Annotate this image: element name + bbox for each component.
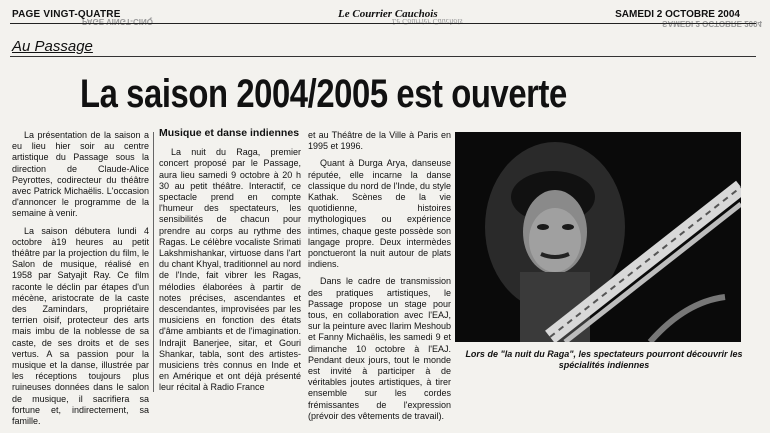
masthead-bleed-through: Le Courrier Cauchois xyxy=(392,17,463,26)
musician-photo-image xyxy=(455,132,741,342)
photo-caption: Lors de "la nuit du Raga", les spectateurs pourront découvrir les spécialités indiennes xyxy=(465,349,743,370)
column-1-paragraph: La présentation de la saison a eu lieu hier soir au centre artistique du Passage sous la direction de Claude-Alice Peyrottes, codirecteur du théâtre avec Patrick Michaëlis. L'occasion d'annoncer le programme de la semaine à venir. xyxy=(12,130,149,219)
section-subheading: Musique et danse indiennes xyxy=(159,127,300,139)
article-column-1 xyxy=(12,130,149,433)
column-3-paragraph: Dans le cadre de transmission des pratiques artistiques, le Passage propose un stage pour tous, en collaboration avec l'EAJ, sur la peinture avec Ilarim Meshoub et Fanny Michaëlis, les samedi 9 et dimanche 10 octobre à l'EAJ. Pendant deux jours, tout le monde est invité à participer à de véritables joutes artistiques, à tirer ensemble sur les cordes frémissantes de l'expression (prévoir des vêtements de travail). xyxy=(308,276,451,421)
column-2-paragraph: La nuit du Raga, premier concert proposé par le Passage, aura lieu samedi 9 octobre à 20 h 30 au petit théâtre. Interactif, ce spectacle prend en compte l'humeur des spectateurs, les sensibilités de chacun pour prendre au corps au rythme des Ragas. Le célèbre vocaliste Srimati Lakshmishankar, virtuose dans l'art du chant Khyal, traditionnel au nord de l'Inde, fait vibrer les Ragas, mélodies élaborées à partir de notes précises, ascendantes et descendantes, improvisées par les musiciens en fonction des états d'âme ambiants et de l'imagination. Indrajit Banerjee, sitar, et Gouri Shankar, tabla, sont des artistes-musiciens très connus en Inde et en Amérique et ont déjà présenté leur récital à Radio France xyxy=(159,147,301,393)
page-header xyxy=(0,0,770,28)
article-column-2 xyxy=(159,128,301,400)
article-column-3 xyxy=(308,130,451,428)
page-number-bleed-through: PAGE VINGT-CINQ xyxy=(82,17,153,26)
article-photo xyxy=(455,132,741,342)
column-3-paragraph: et au Théâtre de la Ville à Paris en 1995 et 1996. xyxy=(308,130,451,152)
page-number-label: PAGE VINGT-QUATRE xyxy=(12,9,121,20)
issue-date: SAMEDI 2 OCTOBRE 2004 xyxy=(615,9,740,20)
newspaper-masthead: Le Courrier Cauchois xyxy=(338,8,438,20)
column-divider xyxy=(153,132,154,392)
section-rubric: Au Passage xyxy=(12,38,93,55)
header-divider xyxy=(10,23,756,24)
rubric-divider xyxy=(10,56,756,57)
article-headline: La saison 2004/2005 est ouverte xyxy=(80,72,567,116)
issue-date-bleed-through: SAMEDI 2 OCTOBRE 2004 xyxy=(662,19,762,28)
column-3-paragraph: Quant à Durga Arya, danseuse réputée, elle incarne la danse classique du nord de l'Inde, du style Kathak. Scènes de la vie quotidienne, histoires mythologiques ou expérience intimes, chaque geste possède son langage propre. Deux intermèdes ponctueront la nuit autour de plats indiens. xyxy=(308,158,451,270)
column-1-paragraph: La saison débutera lundi 4 octobre à19 heures au petit théâtre par la projection du film, le Salon de musique, réalisé en 1958 par Satyajit Ray. Ce film raconte le déclin par étapes d'un mécène, aristocrate de la caste des Zamindars, propriétaire terrien oisif, protecteur des arts mais imbu de la noblesse de sa caste, de ses droits et de ses vertus. A sa passion pour la musique et la danse, illustrée par les réceptions toujours plus ruineuses données dans le salon de musique, il sacrifiera sa fortune et, indirectement, sa famille. xyxy=(12,225,149,427)
